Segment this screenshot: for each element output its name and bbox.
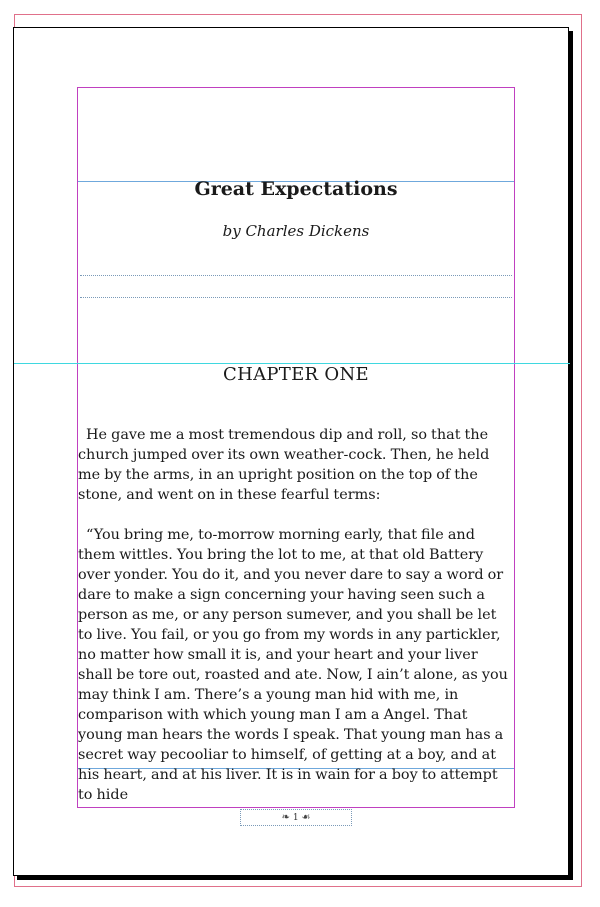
page-number-frame[interactable] bbox=[240, 809, 352, 826]
page-number: 1 bbox=[292, 813, 299, 823]
author-byline[interactable]: by Charles Dickens bbox=[222, 222, 370, 240]
left-ornament-icon: ❧ bbox=[281, 812, 290, 823]
body-text-frame[interactable] bbox=[78, 425, 518, 803]
frame-edge-bottom bbox=[80, 297, 512, 298]
paragraph-1[interactable]: He gave me a most tremendous dip and roll, so that the church jumped over its own weather-cock. Then, he held me by the arms, in an upright position on the top of the stone, and went on in these fearful terms: bbox=[78, 427, 490, 503]
book-title[interactable]: Great Expectations bbox=[194, 178, 398, 200]
chapter-heading[interactable]: CHAPTER ONE bbox=[223, 364, 369, 385]
paragraph-2[interactable]: “You bring me, to-morrow morning early, that file and them wittles. You bring the lot to me, at that old Battery over yonder. You do it, and you never dare to say a word or dare to make a sign concerning your having seen such a person as me, or any person sumever, and you shall be let to live. You fail, or you go from my words in any partickler, no matter how small it is, and your heart and your liver shall be tore out, roasted and ate. Now, I ain’t alone, as you may think I am. There’s a young man hid with me, in comparison with which young man I am a Angel. That young man hears the words I speak. That young man has a secret way pecooliar to himself, of getting at a boy, and at his heart, and at his liver. It is in wain for a boy to attempt to hide bbox=[78, 527, 508, 803]
frame-edge-top bbox=[80, 275, 512, 276]
right-ornament-icon: ☙ bbox=[301, 812, 311, 823]
